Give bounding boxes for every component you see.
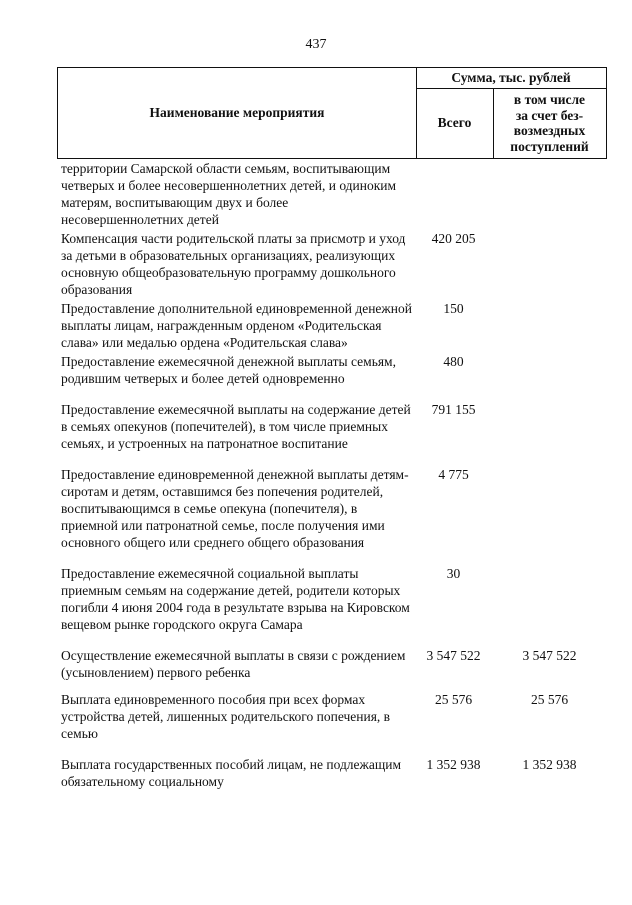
table-row — [57, 300, 607, 351]
row-name: Выплата единовременного пособия при всех формах устройства детей, лишенных родительского попечения, в семью — [61, 692, 391, 741]
row-incl: 25 576 — [530, 692, 569, 707]
row-total — [415, 160, 492, 228]
table-body — [57, 160, 607, 790]
row-name: Предоставление дополнительной единовременной денежной выплаты лицам, награжденным орденом «Родительская слава» или медалью ордена «Родительская слава» — [61, 301, 412, 350]
row-total: 30 — [446, 566, 461, 581]
row-name: Предоставление единовременной денежной выплаты детям-сиротам и детям, оставшимся без попечения родителей, воспитывающимся в семье опекуна (попечителя), в приемной или патронатной семье, после получения ими основного общего или среднего общего образования — [61, 467, 409, 550]
row-incl: 3 547 522 — [522, 648, 577, 663]
header-incl-line: за счет без- — [515, 107, 584, 123]
row-total: 480 — [443, 354, 464, 369]
header-incl-column — [493, 88, 606, 158]
row-total: 791 155 — [431, 402, 476, 417]
table-row — [57, 353, 607, 387]
row-incl — [492, 401, 607, 452]
table-row — [57, 160, 607, 228]
row-name: Предоставление ежемесячной социальной выплаты приемным семьям на содержание детей, родители которых погибли 4 июня 2004 года в результате взрыва на Кировском вещевом рынке городского округа Самара — [61, 566, 410, 632]
table-header — [57, 67, 607, 159]
page-number: 437 — [305, 37, 327, 52]
row-incl — [492, 353, 607, 387]
table-row — [57, 466, 607, 551]
row-total: 420 205 — [431, 231, 476, 246]
header-incl-line: возмездных — [513, 123, 586, 138]
row-incl — [492, 565, 607, 633]
header-name-column: Наименование мероприятия — [58, 68, 417, 158]
table-row — [57, 691, 607, 742]
header-total-column: Всего — [416, 88, 494, 158]
header-incl-line: поступлений — [510, 138, 589, 154]
table-row — [57, 756, 607, 790]
row-incl: 1 352 938 — [522, 757, 577, 772]
table-row — [57, 647, 607, 681]
row-total: 25 576 — [434, 692, 473, 707]
row-incl — [492, 230, 607, 298]
header-incl-line: в том числе — [513, 92, 586, 107]
table-row — [57, 565, 607, 633]
row-name: Осуществление ежемесячной выплаты в связи с рождением (усыновлением) первого ребенка — [61, 648, 406, 680]
row-name: территории Самарской области семьям, воспитывающим четверых и более несовершеннолетних детей, и одиноким матерям, воспитывающим двух и более несовершеннолетних детей — [61, 161, 397, 227]
row-total: 1 352 938 — [426, 757, 481, 772]
row-total: 4 775 — [438, 467, 469, 482]
header-sum-column: Сумма, тыс. рублей — [416, 68, 606, 89]
row-incl — [492, 466, 607, 551]
table-row — [57, 401, 607, 452]
row-name: Предоставление ежемесячной выплаты на содержание детей в семьях опекунов (попечителей), в том числе приемных семьях, и устроенных на патронатное воспитание — [61, 402, 411, 451]
row-name: Предоставление ежемесячной денежной выплаты семьям, родившим четверых и более детей одновременно — [61, 354, 396, 386]
table-row — [57, 230, 607, 298]
row-total: 3 547 522 — [426, 648, 481, 663]
row-incl — [492, 160, 607, 228]
row-incl — [492, 300, 607, 351]
row-name: Компенсация части родительской платы за присмотр и уход за детьми в образовательных организациях, реализующих основную общеобразовательную программу дошкольного образования — [61, 231, 406, 297]
row-name: Выплата государственных пособий лицам, не подлежащим обязательному социальному — [61, 757, 402, 789]
row-total: 150 — [443, 301, 464, 316]
